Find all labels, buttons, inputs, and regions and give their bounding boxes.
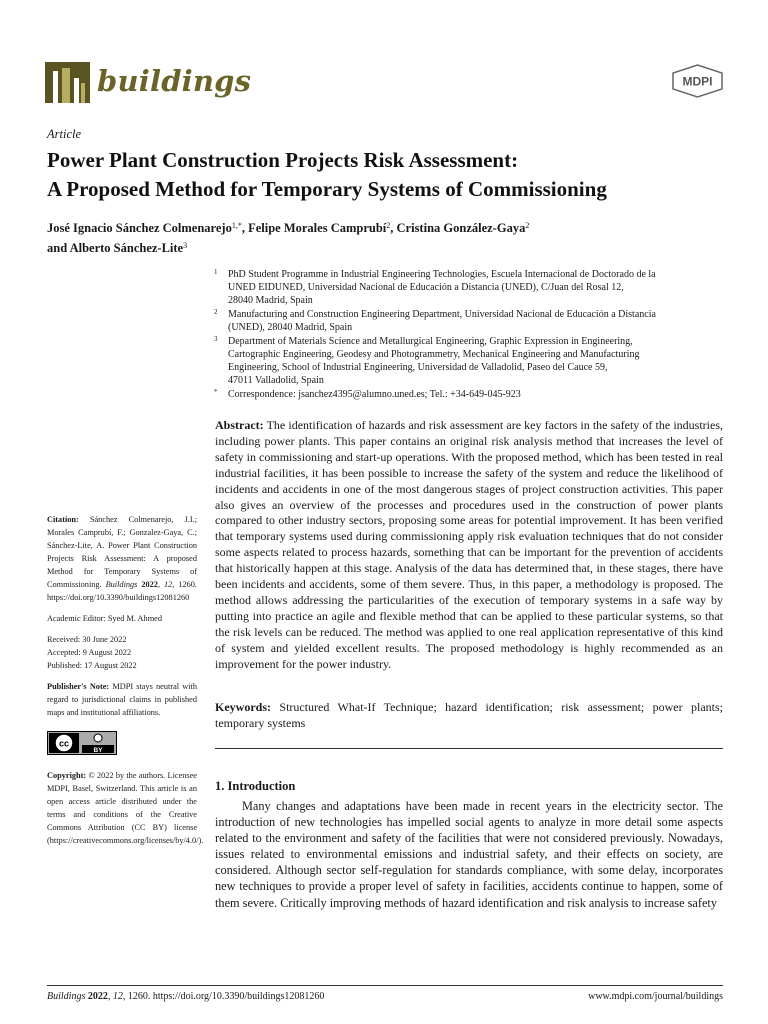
mdpi-logo-text: MDPI — [682, 74, 713, 89]
author-affiliation-marker: 2 — [386, 221, 391, 230]
author-separator: , — [241, 221, 249, 235]
date-received: Received: 30 June 2022 — [47, 635, 127, 644]
correspondence-line[interactable]: Correspondence: jsanchez4395@alumno.uned.es; Tel.: +34-649-045-923 — [228, 389, 521, 400]
author-name[interactable]: and Alberto Sánchez-Lite — [47, 241, 184, 255]
citation-label: Citation: — [47, 515, 79, 524]
keywords-label: Keywords: — [215, 700, 271, 714]
abstract-text: The identification of hazards and risk assessment are key factors in the safety of the industries, including power plants. This paper contains an original risk analysis method that increases the level of safety in commissioning and start-up operations. With the proposed method, which has been tested in real industrial facilities, it has been possible to increase the safety of the system and reduce the likelihood of incidents and accidents in one of the most dangerous stages of project construction activities. This paper also gives an overview of the processes and procedures used in the construction of power plants compared to other industry sectors, proposing some areas for potential improvement. It has been verified that temporary systems used during commissioning apply risk evaluation techniques that do not consider some aspects related to process hazards, something that can be important for the prevention of accidents that historically happen at this stage. Analysis of the data has determined that, in these stages, there have been incidents and accidents, some of them severe. Thus, in this paper, a methodology is proposed. The method allows addressing the particularities of the execution of temporary systems in a safe way by putting into practice an agile and flexible method that can be applied to these particular systems, so that the risk levels can be reduced. The method was applied to one real application representative of this kind of system and yielded excellent results. The proposed methodology is highly recommended as an improvement for the power industry. — [215, 418, 723, 671]
footer-citation: Buildings 2022, 12, 1260. https://doi.org/10.3390/buildings12081260 — [47, 991, 325, 1002]
affiliation-item — [214, 335, 724, 387]
author-separator: , — [390, 221, 397, 235]
publisher-note-text: MDPI stays neutral with regard to jurisdictional claims in published maps and institutional affiliations. — [47, 682, 197, 717]
publisher-note-label: Publisher's Note: — [47, 682, 110, 691]
copyright-text: © 2022 by the authors. Licensee MDPI, Basel, Switzerland. This article is an open access article distributed under the terms and conditions of the Creative Commons Attribution (CC BY) license (https://creativecommons.org/licenses/by/4.0/). — [47, 771, 204, 845]
affiliation-list — [214, 268, 724, 402]
copyright-label: Copyright: — [47, 771, 87, 780]
footer-volume: 12 — [112, 991, 123, 1002]
affiliation-line: Manufacturing and Construction Engineering Department, Universidad Nacional de Educación a Distancia — [228, 309, 656, 320]
affiliation-line: Engineering, School of Industrial Engineering, Universidad de Valladolid, Paseo del Cauce 59, — [228, 362, 608, 373]
introduction-text: Many changes and adaptations have been made in recent years in the electricity sector. The introduction of new technologies has impelled social agents to analyze in more detail some aspects related to the environment and safety of the facilities that were not considered previously. Nowadays, issues related to environmental emissions and industrial safety, and their effects on society, are considered. Although sector self-regulation for standards compliance, with some delay, incorporates new techniques to provide a proper level of safety in facilities, accidents continue to happen, some of them severe. Critically improving methods of hazard identification and risk analysis to increase safety — [215, 799, 723, 910]
title-line: Power Plant Construction Projects Risk Assessment: — [47, 148, 519, 172]
journal-name: buildings — [97, 64, 252, 98]
mdpi-logo-icon — [670, 64, 725, 98]
cc-by-license-icon[interactable] — [47, 731, 117, 755]
affiliation-line: Department of Materials Science and Metallurgical Engineering, Graphic Expression in Engineering, — [228, 336, 633, 347]
sidebar — [47, 513, 204, 855]
article-title — [47, 146, 737, 204]
abstract — [215, 418, 723, 673]
author-name[interactable]: Felipe Morales Camprubí — [248, 221, 387, 235]
affiliation-number: 3 — [214, 335, 218, 343]
author-affiliation-marker: 2 — [525, 221, 530, 230]
article-type: Article — [47, 127, 82, 141]
publisher-note — [47, 680, 197, 719]
citation-text: Sánchez Colmenarejo, J.I.; Morales Camprubí, F.; Gonzalez-Gaya, C.; Sánchez-Lite, A. Power Plant Construction Projects Risk Assessment: A proposed Method for Temporary Systems of Commissioning. — [47, 515, 197, 589]
affiliation-line: 28040 Madrid, Spain — [228, 295, 313, 306]
journal-logo-icon — [45, 62, 90, 103]
citation-journal: Buildings — [105, 580, 138, 589]
journal-header — [45, 62, 725, 106]
author-line — [47, 237, 737, 257]
author-line — [47, 217, 737, 237]
citation-year: 2022 — [141, 580, 158, 589]
footer-journal-url[interactable]: www.mdpi.com/journal/buildings — [588, 991, 723, 1002]
section-heading: 1. Introduction — [215, 779, 296, 793]
title-line: A Proposed Method for Temporary Systems of Commissioning — [47, 177, 607, 201]
author-list — [47, 217, 737, 257]
author-affiliation-marker: 3 — [183, 241, 188, 250]
footer-doi[interactable]: , 1260. https://doi.org/10.3390/buildings12081260 — [122, 991, 325, 1002]
affiliation-line: PhD Student Programme in Industrial Engineering Technologies, Escuela Internacional de Doctorado de la — [228, 269, 656, 280]
footer-year: 2022 — [87, 991, 108, 1002]
citation-volume: 12 — [163, 580, 173, 589]
affiliation-number: 2 — [214, 308, 218, 316]
footer-journal: Buildings — [47, 991, 86, 1002]
cc-by-text: BY — [93, 747, 103, 754]
footer-divider — [47, 985, 723, 986]
affiliation-line: Cartographic Engineering, Geodesy and Photogrammetry, Mechanical Engineering and Manufacturing — [228, 349, 640, 360]
author-name[interactable]: José Ignacio Sánchez Colmenarejo — [47, 221, 232, 235]
author-affiliation-marker: 1,* — [231, 221, 242, 230]
copyright — [47, 769, 204, 847]
affiliation-number: 1 — [214, 268, 218, 276]
author-name[interactable]: Cristina González-Gaya — [396, 221, 526, 235]
citation: Citation: Sánchez Colmenarejo, J.I.; Morales Camprubí, F.; Gonzalez-Gaya, C.; Sánchez-Lite, A. Power Plant Construction Projects Risk Assessment: A proposed Method for Temporary Systems of Commissioning. Buildings 2022, 12, 1260. https://doi.org/10.3390/buildings12081260 — [47, 515, 197, 602]
affiliation-line: UNED EIDUNED, Universidad Nacional de Educación a Distancia (UNED), C/Juan del Rosal 12, — [228, 282, 624, 293]
section-divider — [215, 748, 723, 749]
cc-text: cc — [58, 738, 70, 749]
abstract-label: Abstract: — [215, 418, 264, 432]
correspondence-item — [214, 388, 724, 401]
affiliation-item — [214, 308, 724, 334]
affiliation-item — [214, 268, 724, 307]
affiliation-line: (UNED), 28040 Madrid, Spain — [228, 322, 353, 333]
keywords — [215, 700, 723, 732]
date-published: Published: 17 August 2022 — [47, 661, 137, 670]
academic-editor: Academic Editor: Syed M. Ahmed — [47, 614, 162, 623]
citation-doi[interactable]: , 1260. https://doi.org/10.3390/buildings12081260 — [47, 580, 197, 602]
affiliation-line: 47011 Valladolid, Spain — [228, 375, 324, 386]
affiliation-number: * — [214, 388, 218, 396]
date-accepted: Accepted: 9 August 2022 — [47, 648, 132, 657]
keywords-text: Structured What-If Technique; hazard identification; risk assessment; power plants; temporary systems — [215, 700, 724, 730]
